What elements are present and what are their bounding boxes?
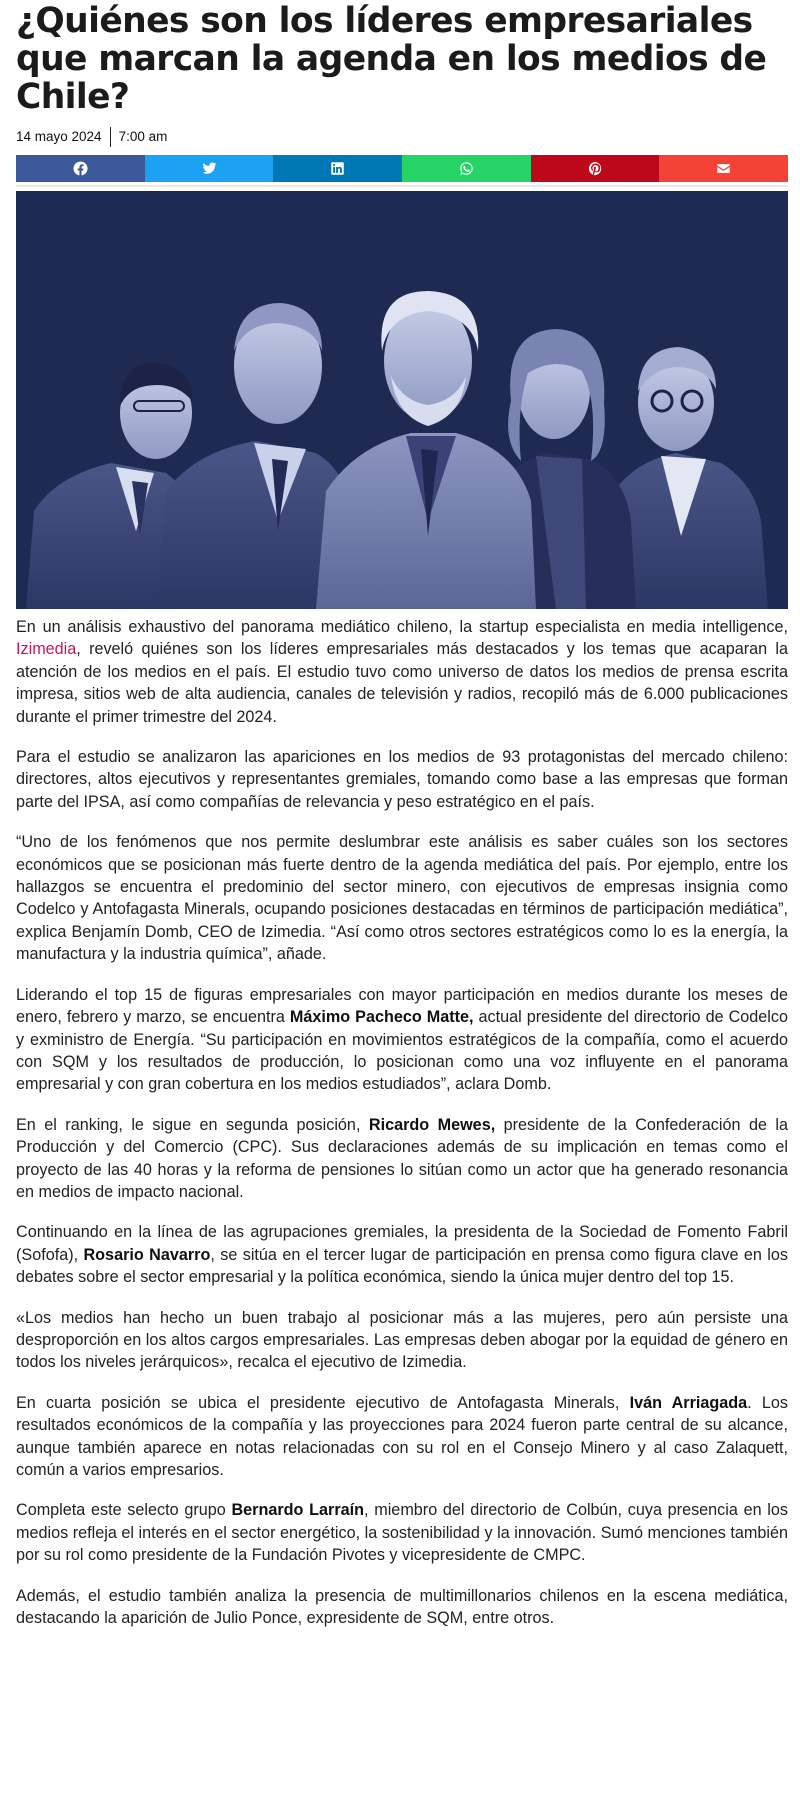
article-title: ¿Quiénes son los líderes empresariales que marcan la agenda en los medios de Chile? xyxy=(16,1,767,117)
paragraph-8-text-b: . Los resultados económicos de la compañía y las proyecciones para 2024 fueron parte central de su alcance, aunque también aparece en notas relacionadas con su rol en el Consejo Minero y al caso Zalaquett, común a varios empresarios. xyxy=(16,1393,788,1479)
name-rosario-navarro: Rosario Navarro xyxy=(83,1245,211,1264)
article-meta xyxy=(16,128,788,146)
paragraph-10: Además, el estudio también analiza la presencia de multimillonarios chilenos en la escena mediática, destacando la aparición de Julio Ponce, expresidente de SQM, entre otros. xyxy=(16,1586,788,1628)
article-date: 14 mayo 2024 xyxy=(16,129,102,144)
paragraph-1-text-a: En un análisis exhaustivo del panorama mediático chileno, la startup especialista en media intelligence, xyxy=(16,618,788,636)
article-page xyxy=(16,0,788,1629)
paragraph-1-text-b: , reveló quiénes son los líderes empresariales más destacados y los temas que acaparan la atención de los medios en el país. El estudio tuvo como universo de datos los medios de prensa escrita impresa, sitios web de alta audiencia, canales de televisión y radios, recopiló más de 6.000 publicaciones durante el primer trimestre del 2024. xyxy=(16,640,788,726)
share-bar-divider xyxy=(16,185,788,187)
article-time: 7:00 am xyxy=(118,129,168,144)
linkedin-icon xyxy=(330,161,345,176)
share-email-button[interactable] xyxy=(659,155,788,182)
paragraph-4 xyxy=(16,984,788,1096)
paragraph-9 xyxy=(16,1499,788,1566)
paragraph-8-text-a: En cuarta posición se ubica el presidente ejecutivo de Antofagasta Minerals, xyxy=(16,1393,630,1412)
share-twitter-button[interactable] xyxy=(145,155,274,182)
whatsapp-icon xyxy=(459,161,474,176)
name-bernardo-larrain: Bernardo Larraín xyxy=(231,1501,365,1520)
name-ivan-arriagada: Iván Arriagada xyxy=(629,1393,748,1412)
paragraph-4-text-a: Liderando el top 15 de figuras empresariales con mayor participación en medios durante los meses de enero, febrero y marzo, se encuentra xyxy=(16,985,788,1027)
email-icon xyxy=(716,161,731,176)
hero-photo-five-business-leaders xyxy=(16,191,788,609)
paragraph-5-text-b: presidente de la Confederación de la Producción y del Comercio (CPC). Sus declaraciones además de su implicación en temas como el proyecto de las 40 horas y la reforma de pensiones lo sitúan como un actor que ha generado resonancia en medios de impacto nacional. xyxy=(16,1115,788,1201)
paragraph-9-text-a: Completa este selecto grupo xyxy=(16,1501,232,1520)
facebook-icon xyxy=(73,161,88,176)
name-ricardo-mewes: Ricardo Mewes, xyxy=(368,1115,496,1134)
name-maximo-pacheco: Máximo Pacheco Matte, xyxy=(289,1008,474,1027)
paragraph-9-text-b: , miembro del directorio de Colbún, cuya presencia en los medios refleja el interés en el sector energético, la sostenibilidad y la innovación. Sumó menciones también por su rol como presidente de la Fundación Pivotes y vicepresidente de CMPC. xyxy=(16,1501,788,1565)
share-whatsapp-button[interactable] xyxy=(402,155,531,182)
pinterest-icon xyxy=(588,161,603,176)
paragraph-6 xyxy=(16,1221,788,1288)
meta-divider xyxy=(110,127,111,147)
twitter-icon xyxy=(202,161,217,176)
paragraph-3: “Uno de los fenómenos que nos permite deslumbrar este análisis es saber cuáles son los sectores económicos que se posicionan más fuerte dentro de la agenda mediática del país. Por ejemplo, entre los hallazgos se encuentra el predominio del sector minero, con ejecutivos de empresas insignia como Codelco y Antofagasta Minerals, ocupando posiciones destacadas en términos de participación mediática”, explica Benjamín Domb, CEO de Izimedia. “Así como otros sectores estratégicos como lo es la energía, la manufactura y la industria química”, añade. xyxy=(16,833,788,964)
paragraph-2: Para el estudio se analizaron las apariciones en los medios de 93 protagonistas del mercado chileno: directores, altos ejecutivos y representantes gremiales, tomando como base a las empresas que forman parte del IPSA, así como compañías de relevancia y peso estratégico en el país. xyxy=(16,748,788,811)
paragraph-5 xyxy=(16,1114,788,1204)
paragraph-8 xyxy=(16,1392,788,1482)
share-facebook-button[interactable] xyxy=(16,155,145,182)
hero-image xyxy=(16,191,788,609)
paragraph-6-text-a: Continuando en la línea de las agrupaciones gremiales, la presidenta de la Sociedad de Fomento Fabril (Sofofa), xyxy=(16,1223,788,1264)
share-bar xyxy=(16,155,788,182)
izimedia-link[interactable]: Izimedia xyxy=(16,640,77,659)
share-pinterest-button[interactable] xyxy=(531,155,660,182)
paragraph-7: «Los medios han hecho un buen trabajo al posicionar más a las mujeres, pero aún persiste una desproporción en los altos cargos empresariales. Las empresas deben abogar por la equidad de género en todos los niveles jerárquicos», recalca el ejecutivo de Izimedia. xyxy=(16,1308,788,1372)
paragraph-5-text-a: En el ranking, le sigue en segunda posición, xyxy=(16,1115,369,1134)
paragraph-4-text-b: actual presidente del directorio de Codelco y exministro de Energía. “Su participación en movimientos estratégicos de la compañía, como el acuerdo con SQM y los resultados de producción, lo posicionan como una voz influyente en el panorama empresarial y con gran cobertura en los medios estudiados”, aclara Domb. xyxy=(16,1008,788,1094)
paragraph-6-text-b: , se sitúa en el tercer lugar de participación en prensa como figura clave en los debates sobre el sector empresarial y la política económica, siendo la única mujer dentro del top 15. xyxy=(16,1245,789,1287)
article-body xyxy=(16,616,788,1629)
paragraph-1 xyxy=(16,616,788,728)
share-linkedin-button[interactable] xyxy=(273,155,402,182)
